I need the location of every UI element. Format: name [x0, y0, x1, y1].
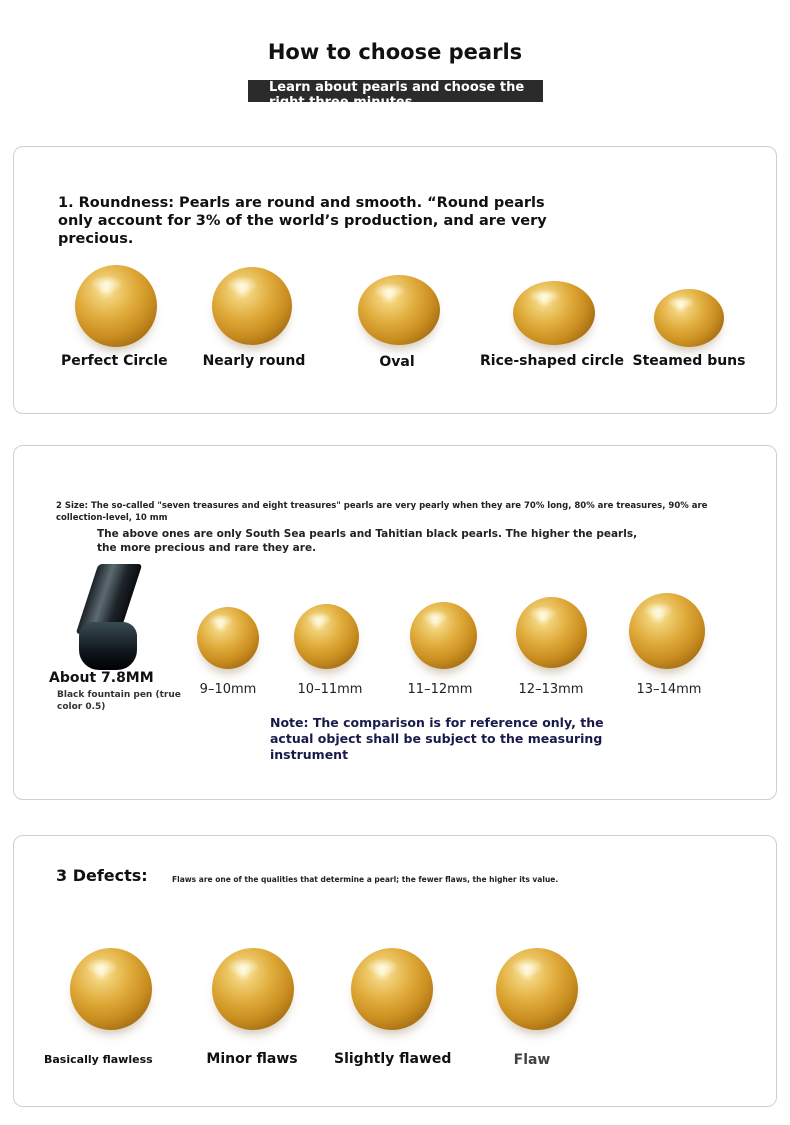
pearl-12-13mm [516, 597, 587, 668]
defect-label: Minor flaws [206, 1051, 298, 1067]
comparison-note: Note: The comparison is for reference only, the actual object shall be subject to the measuring instrument [270, 715, 604, 762]
shape-label: Oval [379, 354, 415, 370]
pearl-rice-shaped [513, 281, 595, 345]
pen-cap [79, 622, 137, 670]
size-card [13, 445, 777, 800]
pearl-oval [358, 275, 440, 345]
pearl-13-14mm [629, 593, 705, 669]
defects-title: 3 Defects: [56, 866, 148, 885]
size-label: 11–12mm [407, 682, 473, 697]
defects-card [13, 835, 777, 1107]
defect-label: Flaw [513, 1052, 551, 1068]
shape-label: Nearly round [202, 353, 306, 369]
size-note: The above ones are only South Sea pearls and Tahitian black pearls. The higher the pearls, the more precious and rare they are. [97, 528, 638, 554]
size-label: 13–14mm [636, 682, 702, 697]
reference-description: Black fountain pen (true color 0.5) [57, 690, 181, 712]
defect-label: Basically flawless [44, 1053, 153, 1066]
size-description: 2 Size: The so-called "seven treasures and eight treasures" pearls are very pearly when they are 70% long, 80% are treasures, 90% are collection-level, 10 mm [56, 501, 708, 523]
roundness-heading: 1. Roundness: Pearls are round and smooth. “Round pearls only account for 3% of the world’s production, and are very precious. [58, 195, 547, 247]
shape-label: Rice-shaped circle [480, 353, 624, 369]
size-label: 10–11mm [297, 682, 363, 697]
pearl-nearly-round [212, 267, 292, 345]
reference-size-label: About 7.8MM [49, 670, 154, 686]
size-label: 12–13mm [518, 682, 584, 697]
defect-label: Slightly flawed [334, 1051, 452, 1067]
pearl-basically-flawless [70, 948, 152, 1030]
pearl-slightly-flawed [351, 948, 433, 1030]
pearl-steamed-bun [654, 289, 724, 347]
page-title: How to choose pearls [267, 40, 523, 64]
subtitle-text: Learn about pearls and choose the right three minutes [269, 80, 525, 110]
defects-description: Flaws are one of the qualities that determine a pearl; the fewer flaws, the higher its value. [172, 875, 559, 884]
roundness-card [13, 146, 777, 414]
pearl-perfect-circle [75, 265, 157, 347]
pearl-minor-flaws [212, 948, 294, 1030]
pearl-10-11mm [294, 604, 359, 669]
subtitle-banner [248, 80, 543, 110]
shape-label: Steamed buns [632, 353, 746, 369]
shape-label: Perfect Circle [61, 353, 168, 369]
pearl-9-10mm [197, 607, 259, 669]
pearl-flaw [496, 948, 578, 1030]
pearl-11-12mm [410, 602, 477, 669]
fountain-pen-reference [79, 564, 159, 676]
size-label: 9–10mm [199, 682, 257, 697]
